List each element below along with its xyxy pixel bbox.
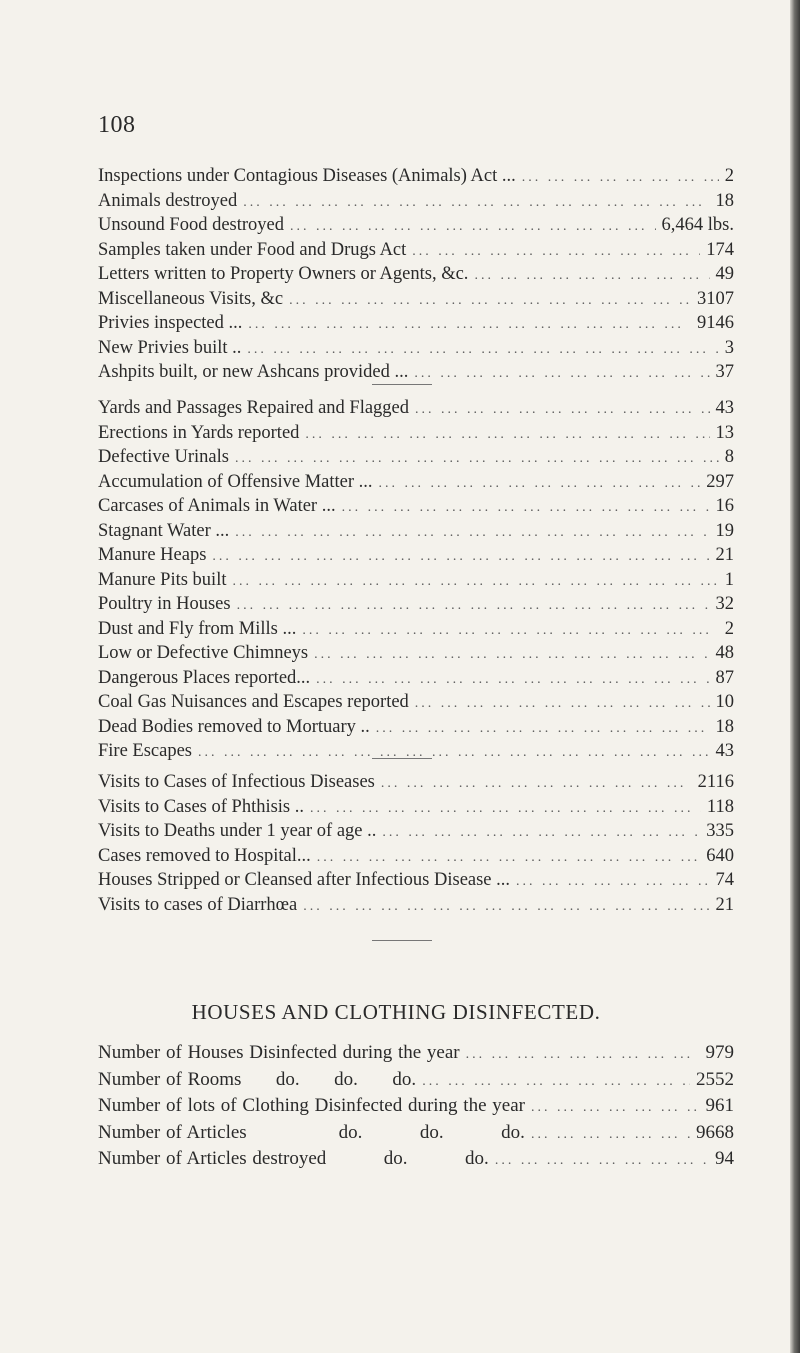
table-row bbox=[98, 741, 734, 766]
nuisances-section bbox=[98, 398, 734, 766]
row-label: Cases removed to Hospital... bbox=[98, 845, 311, 866]
page-edge-shadow bbox=[790, 0, 800, 1353]
leader-dots bbox=[412, 244, 700, 260]
section-divider bbox=[372, 940, 432, 941]
table-row bbox=[98, 570, 734, 595]
table-row bbox=[98, 821, 734, 846]
row-value: 9668 bbox=[696, 1121, 734, 1143]
leader-dots bbox=[247, 342, 718, 358]
table-row bbox=[98, 191, 734, 216]
row-value: 961 bbox=[705, 1095, 734, 1116]
row-value: 37 bbox=[715, 362, 734, 382]
leader-dots bbox=[415, 402, 709, 418]
row-value: 3107 bbox=[697, 288, 734, 309]
heading-text: HOUSES AND CLOTHING DISINFECTED. bbox=[191, 1000, 601, 1024]
row-value: 297 bbox=[706, 471, 734, 492]
row-label: Defective Urinals bbox=[98, 447, 229, 467]
table-row bbox=[98, 870, 734, 895]
leader-dots bbox=[376, 721, 710, 737]
row-value: 19 bbox=[715, 520, 734, 541]
row-value: 43 bbox=[715, 741, 734, 761]
row-label: Animals destroyed bbox=[98, 190, 238, 211]
row-value: 640 bbox=[706, 845, 734, 866]
row-value: 13 bbox=[715, 422, 734, 443]
leader-dots bbox=[342, 500, 710, 516]
row-label: Manure Heaps bbox=[98, 545, 207, 565]
row-value: 6,464 lbs. bbox=[661, 215, 734, 235]
row-label: Erections in Yards reported bbox=[98, 422, 300, 443]
row-label: Visits to Cases of Infectious Diseases bbox=[98, 772, 375, 792]
leader-dots bbox=[212, 549, 709, 565]
row-label: Samples taken under Food and Drugs Act bbox=[98, 239, 407, 260]
row-value: 2552 bbox=[696, 1068, 734, 1090]
row-value: 335 bbox=[706, 821, 734, 841]
row-label: Letters written to Property Owners or Agents, &c. bbox=[98, 264, 469, 284]
row-label: Dangerous Places reported... bbox=[98, 667, 311, 688]
row-label: Low or Defective Chimneys bbox=[98, 643, 309, 663]
row-label: Unsound Food destroyed bbox=[98, 215, 285, 235]
row-value: 2 bbox=[724, 166, 734, 186]
table-row bbox=[98, 1122, 734, 1149]
row-label: Miscellaneous Visits, &c bbox=[98, 288, 284, 309]
row-value: 48 bbox=[715, 643, 734, 663]
row-label: Carcases of Animals in Water ... bbox=[98, 496, 336, 516]
leader-dots bbox=[382, 825, 700, 841]
row-value: 32 bbox=[715, 594, 734, 614]
disinfection-section bbox=[98, 1042, 734, 1175]
leader-dots bbox=[379, 476, 701, 492]
row-label: Coal Gas Nuisances and Escapes reported bbox=[98, 692, 409, 712]
leader-dots bbox=[232, 574, 718, 590]
row-label: Visits to cases of Diarrhœa bbox=[98, 894, 298, 915]
row-value: 18 bbox=[715, 716, 734, 737]
leader-dots bbox=[310, 801, 701, 817]
table-row bbox=[98, 1069, 734, 1096]
leader-dots bbox=[248, 317, 691, 333]
leader-dots bbox=[414, 366, 709, 382]
table-row bbox=[98, 717, 734, 742]
disinfection-heading bbox=[0, 1000, 800, 1025]
row-label: Number of Houses Disinfected during the year bbox=[98, 1042, 460, 1063]
table-row bbox=[98, 1095, 734, 1122]
leader-dots bbox=[235, 451, 719, 467]
row-value: 74 bbox=[715, 870, 734, 890]
row-value: 9146 bbox=[697, 313, 734, 333]
page-number: 108 bbox=[98, 112, 136, 138]
row-value: 43 bbox=[715, 398, 734, 418]
leader-dots bbox=[290, 219, 656, 235]
leader-dots bbox=[317, 850, 701, 866]
row-value: 8 bbox=[724, 447, 734, 467]
leader-dots bbox=[316, 672, 709, 688]
row-label: Number of Articles destroyed do. do. bbox=[98, 1148, 489, 1169]
table-row bbox=[98, 447, 734, 472]
row-label: Fire Escapes bbox=[98, 741, 193, 761]
table-row bbox=[98, 619, 734, 644]
row-value: 174 bbox=[706, 239, 734, 260]
leader-dots bbox=[302, 623, 718, 639]
row-label: Number of Articles do. do. do. bbox=[98, 1121, 525, 1143]
leader-dots bbox=[289, 293, 691, 309]
row-label: Ashpits built, or new Ashcans provided ... bbox=[98, 362, 409, 382]
row-value: 94 bbox=[715, 1148, 734, 1169]
row-label: New Privies built .. bbox=[98, 337, 242, 358]
table-row bbox=[98, 895, 734, 920]
row-value: 2116 bbox=[697, 772, 734, 792]
section-divider bbox=[372, 384, 432, 385]
row-value: 49 bbox=[715, 264, 734, 284]
table-row bbox=[98, 362, 734, 387]
row-label: Manure Pits built bbox=[98, 569, 227, 590]
table-row bbox=[98, 496, 734, 521]
leader-dots bbox=[495, 1153, 709, 1169]
infectious-section bbox=[98, 772, 734, 919]
table-row bbox=[98, 240, 734, 265]
table-row bbox=[98, 423, 734, 448]
leader-dots bbox=[198, 745, 709, 761]
general-section bbox=[98, 166, 734, 387]
leader-dots bbox=[303, 899, 709, 915]
row-value: 21 bbox=[715, 894, 734, 915]
row-label: Number of Rooms do. do. do. bbox=[98, 1068, 417, 1090]
leader-dots bbox=[235, 525, 709, 541]
row-value: 18 bbox=[715, 190, 734, 211]
row-value: 21 bbox=[715, 545, 734, 565]
leader-dots bbox=[314, 647, 709, 663]
table-row bbox=[98, 398, 734, 423]
leader-dots bbox=[305, 427, 709, 443]
row-value: 118 bbox=[706, 796, 734, 817]
leader-dots bbox=[381, 776, 692, 792]
leader-dots bbox=[474, 268, 709, 284]
table-row bbox=[98, 545, 734, 570]
leader-dots bbox=[237, 598, 710, 614]
row-value: 87 bbox=[715, 667, 734, 688]
table-row bbox=[98, 846, 734, 871]
table-row bbox=[98, 166, 734, 191]
table-row bbox=[98, 289, 734, 314]
leader-dots bbox=[531, 1100, 700, 1116]
row-label: Houses Stripped or Cleansed after Infectious Disease ... bbox=[98, 870, 511, 890]
leader-dots bbox=[422, 1074, 690, 1090]
table-row bbox=[98, 472, 734, 497]
table-row bbox=[98, 1148, 734, 1175]
table-row bbox=[98, 521, 734, 546]
row-label: Visits to Deaths under 1 year of age .. bbox=[98, 821, 377, 841]
table-row bbox=[98, 338, 734, 363]
leader-dots bbox=[522, 170, 719, 186]
leader-dots bbox=[516, 874, 709, 890]
row-label: Yards and Passages Repaired and Flagged bbox=[98, 398, 410, 418]
leader-dots bbox=[531, 1127, 690, 1143]
row-label: Dust and Fly from Mills ... bbox=[98, 618, 297, 639]
section-divider bbox=[372, 758, 432, 759]
row-value: 10 bbox=[715, 692, 734, 712]
row-label: Dead Bodies removed to Mortuary .. bbox=[98, 716, 370, 737]
table-row bbox=[98, 772, 734, 797]
table-row bbox=[98, 594, 734, 619]
row-label: Inspections under Contagious Diseases (Animals) Act ... bbox=[98, 166, 516, 186]
table-row bbox=[98, 313, 734, 338]
row-label: Privies inspected ... bbox=[98, 313, 243, 333]
leader-dots bbox=[466, 1047, 700, 1063]
leader-dots bbox=[243, 195, 709, 211]
row-label: Stagnant Water ... bbox=[98, 520, 230, 541]
row-label: Accumulation of Offensive Matter ... bbox=[98, 471, 373, 492]
table-row bbox=[98, 264, 734, 289]
table-row bbox=[98, 1042, 734, 1069]
row-label: Poultry in Houses bbox=[98, 594, 231, 614]
row-value: 979 bbox=[705, 1042, 734, 1063]
row-value: 3 bbox=[724, 337, 734, 358]
row-value: 1 bbox=[724, 569, 734, 590]
row-label: Number of lots of Clothing Disinfected during the year bbox=[98, 1095, 525, 1116]
leader-dots bbox=[415, 696, 710, 712]
table-row bbox=[98, 668, 734, 693]
table-row bbox=[98, 692, 734, 717]
row-label: Visits to Cases of Phthisis .. bbox=[98, 796, 305, 817]
table-row bbox=[98, 643, 734, 668]
table-row bbox=[98, 215, 734, 240]
row-value: 2 bbox=[724, 618, 734, 639]
table-row bbox=[98, 797, 734, 822]
row-value: 16 bbox=[715, 496, 734, 516]
